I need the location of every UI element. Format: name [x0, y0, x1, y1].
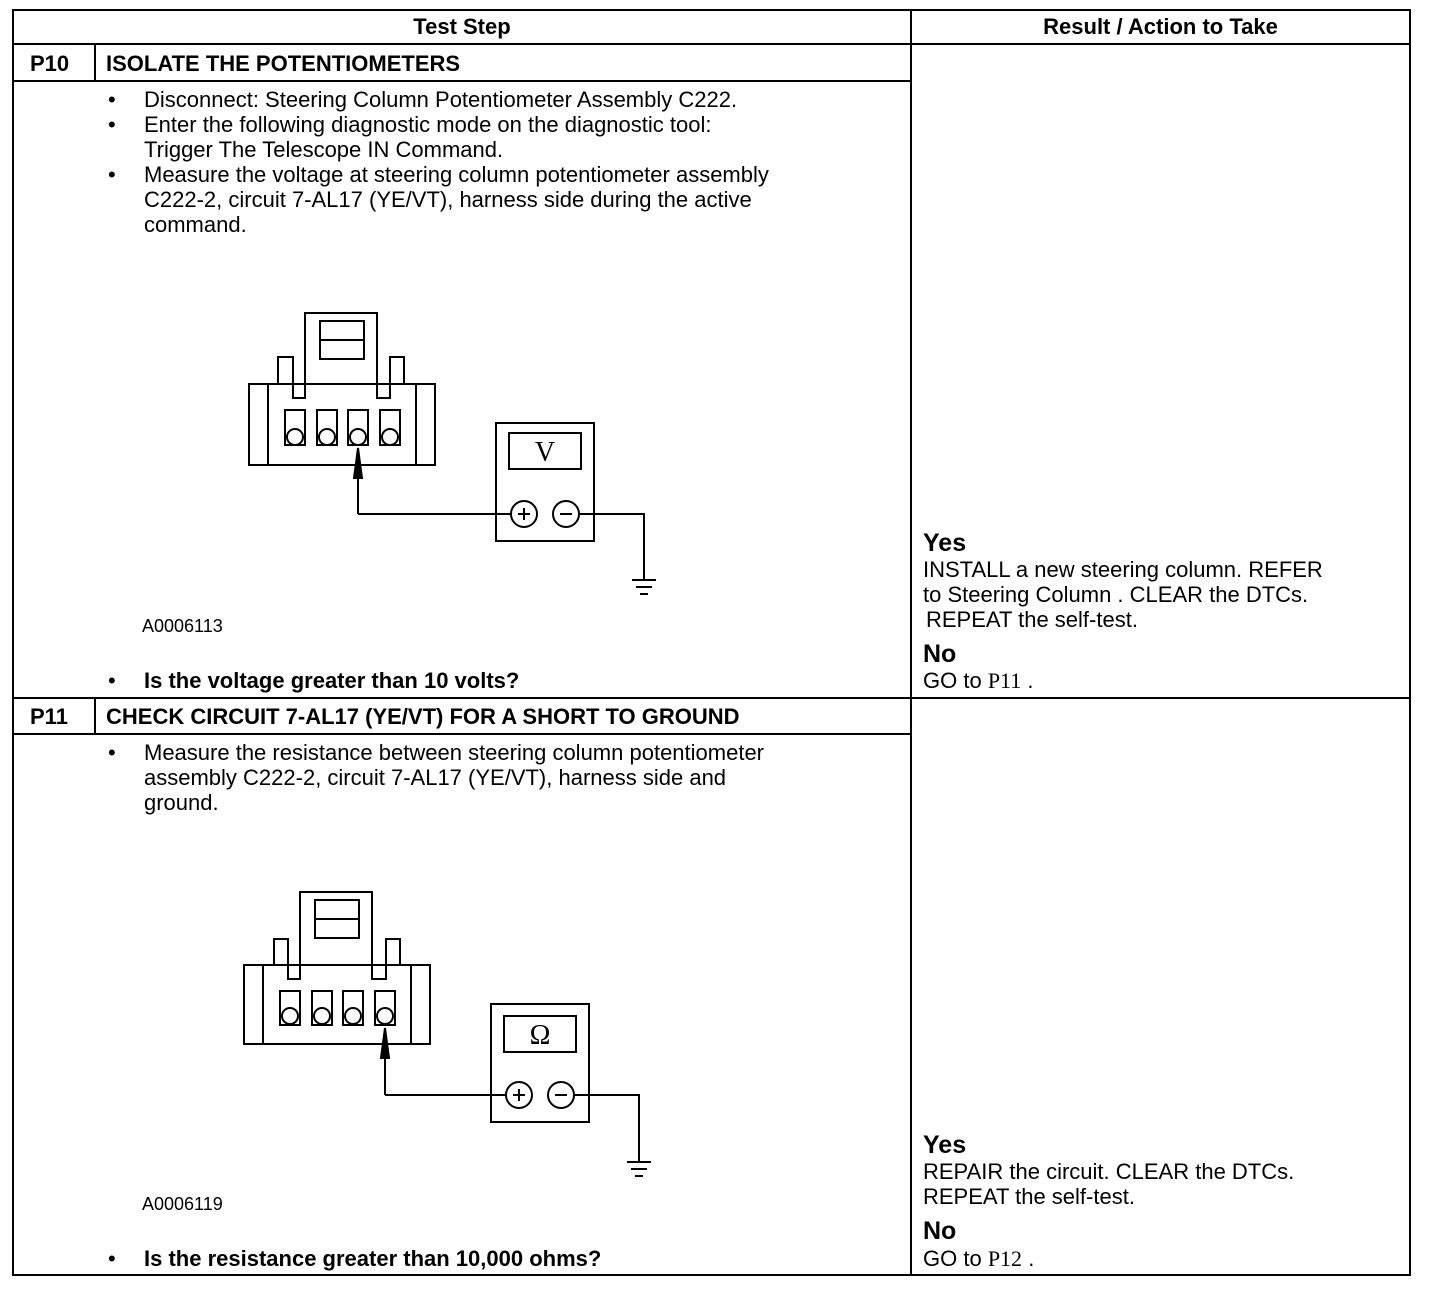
bullet-dot: •	[108, 1246, 116, 1271]
bullet-text: ground.	[144, 790, 219, 815]
bullet-dot: •	[108, 87, 116, 112]
step-id: P11	[30, 704, 68, 729]
yes-action-line: INSTALL a new steering column. REFER	[923, 557, 1323, 582]
no-label: No	[923, 1217, 957, 1245]
no-action-suffix: .	[1028, 1246, 1035, 1271]
figure-id: A0006113	[142, 616, 223, 636]
ground-lead	[574, 1095, 651, 1176]
meter-symbol: V	[534, 437, 556, 468]
bullet-dot: •	[108, 112, 116, 137]
no-action-prefix: GO to	[923, 1246, 982, 1271]
test-probe	[381, 1028, 506, 1095]
no-label: No	[923, 640, 957, 668]
bullet-text: C222-2, circuit 7-AL17 (YE/VT), harness side during the active	[144, 187, 752, 212]
header-result-action: Result / Action to Take	[1043, 14, 1278, 39]
yes-label: Yes	[923, 529, 967, 557]
step-reference-link[interactable]: P11	[987, 668, 1022, 693]
yes-action-line: REPEAT the self-test.	[923, 1184, 1135, 1209]
step-title: ISOLATE THE POTENTIOMETERS	[106, 51, 461, 76]
step-title: CHECK CIRCUIT 7-AL17 (YE/VT) FOR A SHORT TO GROUND	[106, 704, 740, 729]
step-reference-link[interactable]: P12	[987, 1246, 1023, 1271]
yes-action-line: to Steering Column . CLEAR the DTCs.	[923, 582, 1309, 607]
bullet-dot: •	[108, 162, 116, 187]
figure-id: A0006119	[142, 1194, 223, 1214]
bullet-dot: •	[108, 668, 116, 693]
meter-symbol: Ω	[529, 1020, 551, 1051]
yes-action-line: REPEAT the self-test.	[926, 607, 1138, 632]
bullet-text: Disconnect: Steering Column Potentiometer Assembly C222.	[144, 87, 738, 112]
bullet-dot: •	[108, 740, 116, 765]
question: Is the voltage greater than 10 volts?	[144, 668, 520, 693]
bullet-text: assembly C222-2, circuit 7-AL17 (YE/VT), harness side and	[144, 765, 727, 790]
no-action-prefix: GO to	[923, 668, 982, 693]
yes-label: Yes	[923, 1131, 967, 1159]
bullet-text: Trigger The Telescope IN Command.	[144, 137, 504, 162]
question: Is the resistance greater than 10,000 ohms?	[144, 1246, 602, 1271]
no-action-suffix: .	[1027, 668, 1034, 693]
bullet-text: Enter the following diagnostic mode on the diagnostic tool:	[144, 112, 712, 137]
header-test-step: Test Step	[413, 14, 511, 39]
yes-action-line: REPAIR the circuit. CLEAR the DTCs.	[923, 1159, 1295, 1184]
bullet-text: Measure the voltage at steering column potentiometer assembly	[144, 162, 769, 187]
connector-c222	[244, 892, 430, 1044]
bullet-text: Measure the resistance between steering column potentiometer	[144, 740, 765, 765]
step-id: P10	[30, 51, 70, 76]
bullet-text: command.	[144, 212, 247, 237]
